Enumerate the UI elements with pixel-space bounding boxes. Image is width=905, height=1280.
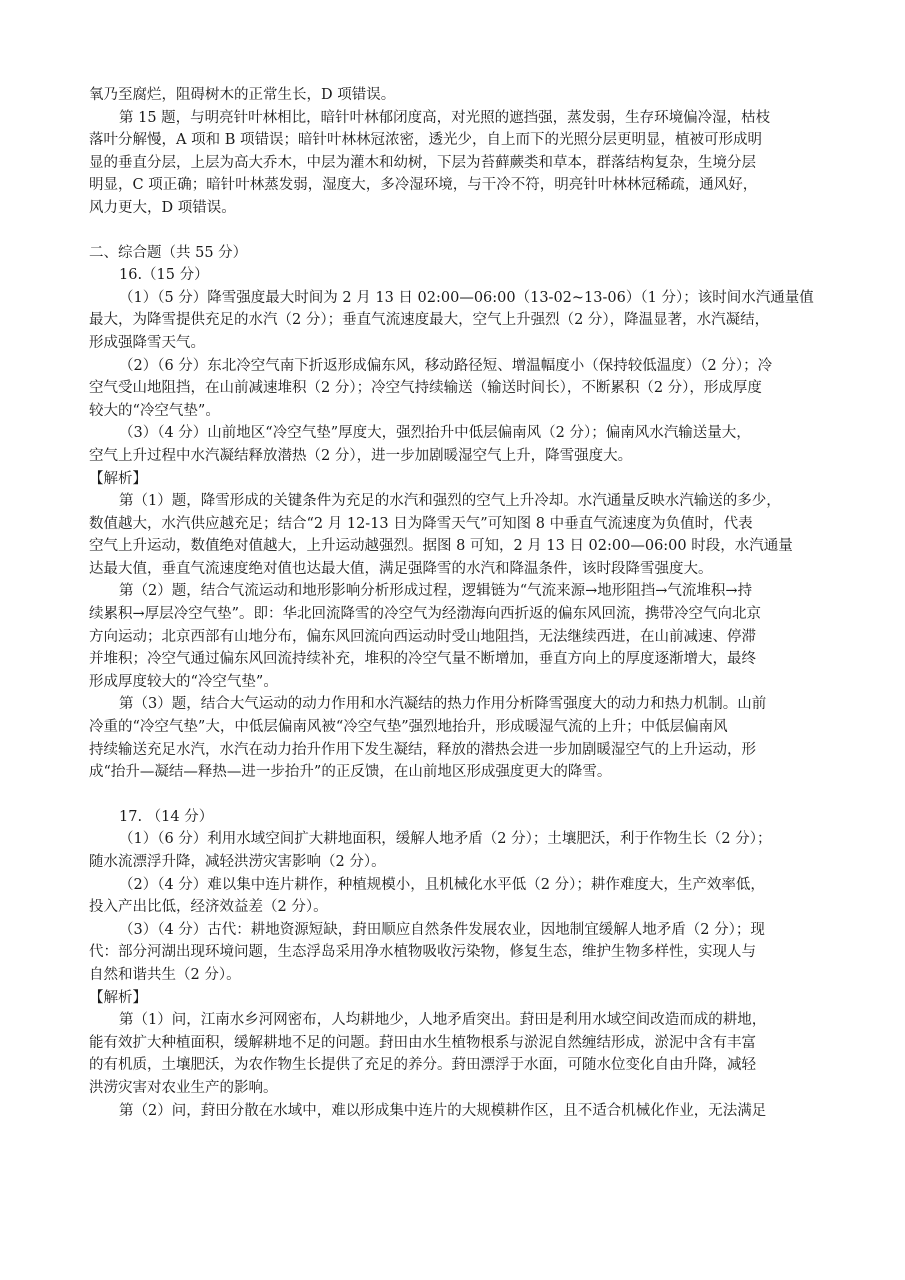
text-line: 16.（15 分） (119, 267, 209, 284)
text-line: 方向运动；北京西部有山地分布，偏东风回流向西运动时受山地阻挡，无法继续西进，在山前减速、停滞 (89, 628, 756, 645)
text-line: 第（2）问，葑田分散在水域中，难以形成集中连片的大规模耕作区，且不适合机械化作业，无法满足 (119, 1102, 767, 1119)
text-line: 较大的“冷空气垫”。 (89, 402, 220, 419)
text-block-q15-tail (89, 84, 817, 220)
text-line: 氧乃至腐烂，阻碍树木的正常生长，D 项错误。 (89, 87, 396, 103)
text-line: 二、综合题（共 55 分） (89, 244, 248, 261)
text-line: 最大，为降雪提供充足的水汽（2 分）；垂直气流速度最大，空气上升强烈（2 分），降温显著，水汽凝结， (89, 312, 770, 329)
text-line: 成“抬升—凝结—释热—进一步抬升”的正反馈，在山前地区形成强度更大的降雪。 (89, 764, 612, 781)
text-block-section-2 (89, 242, 817, 784)
text-line: 自然和谐共生（2 分）。 (89, 966, 241, 983)
text-line: 持续输送充足水汽，水汽在动力抬升作用下发生凝结，释放的潜热会进一步加剧暖湿空气的上升运动，形 (89, 741, 756, 758)
text-line: 达最大值，垂直气流速度绝对值也达最大值，满足强降雪的水汽和降温条件，该时段降雪强度大。 (89, 560, 713, 577)
text-line: 代：部分河湖出现环境问题，生态浮岛采用净水植物吸收污染物，修复生态，维护生物多样性，实现人与 (89, 944, 756, 961)
paragraph-gap (89, 220, 817, 242)
text-line: 空气受山地阻挡，在山前减速堆积（2 分）；冷空气持续输送（输送时间长），不断累积（2 分），形成厚度 (89, 380, 762, 397)
text-line: 第（2）题，结合气流运动和地形影响分析形成过程，逻辑链为“气流来源→地形阻挡→气流堆积→持 (119, 583, 753, 600)
text-line: （2）（4 分）难以集中连片耕作，种植规模小，且机械化水平低（2 分）；耕作难度大，生产效率低， (119, 876, 765, 893)
text-line: 随水流漂浮升降，减轻洪涝灾害影响（2 分）。 (89, 854, 386, 870)
text-line: 第（3）题，结合大气运动的动力作用和水汽凝结的热力作用分析降雪强度大的动力和热力机制。山前 (119, 696, 767, 713)
text-line: 续累积→厚层冷空气垫”。即：华北回流降雪的冷空气为经渤海向西折返的偏东风回流，携带冷空气向北京 (89, 606, 762, 623)
text-line: 显的垂直分层，上层为高大乔木，中层为灌木和幼树，下层为苔藓蕨类和草本，群落结构复杂，生境分层 (89, 154, 756, 171)
text-line: 第（1）问，江南水乡河网密布，人均耕地少，人地矛盾突出。葑田是利用水域空间改造而成的耕地， (119, 1012, 767, 1029)
text-line: 冷重的“冷空气垫”大，中低层偏南风被“冷空气垫”强烈地抬升，形成暖湿气流的上升；中低层偏南风 (89, 719, 728, 736)
text-line: 投入产出比低，经济效益差（2 分）。 (89, 899, 328, 916)
text-line: （3）（4 分）古代：耕地资源短缺，葑田顺应自然条件发展农业，因地制宜缓解人地矛盾（2 分）；现 (119, 921, 765, 938)
text-line: 落叶分解慢，A 项和 B 项错误；暗针叶林林冠浓密，透光少，自上而下的光照分层更明显，植被可形成明 (89, 132, 762, 149)
text-line: 洪涝灾害对农业生产的影响。 (89, 1079, 278, 1096)
text-line: 空气上升运动，数值绝对值越大，上升运动越强烈。据图 8 可知，2 月 13 日 02:00—06:00 时段，水汽通量 (89, 538, 793, 555)
text-line: 第 15 题，与明亮针叶林相比，暗针叶林郁闭度高，对光照的遮挡强，蒸发弱，生存环境偏冷湿，枯枝 (119, 109, 771, 126)
text-line: 第（1）题，降雪形成的关键条件为充足的水汽和强烈的空气上升冷却。水汽通量反映水汽输送的多少， (119, 493, 781, 510)
text-line: 明显，C 项正确；暗针叶林蒸发弱，湿度大，多冷湿环境，与干冷不符，明亮针叶林林冠稀疏，通风好， (89, 177, 758, 194)
paragraph-gap (89, 784, 817, 806)
text-line: 能有效扩大种植面积，缓解耕地不足的问题。葑田由水生植物根系与淤泥自然缠结形成，淤泥中含有丰富 (89, 1034, 756, 1051)
text-line: （1）（6 分）利用水域空间扩大耕地面积，缓解人地矛盾（2 分）；土壤肥沃，利于作物生长（2 分）； (119, 831, 772, 848)
document-page (89, 84, 817, 1122)
text-line: 空气上升过程中水汽凝结释放潜热（2 分），进一步加剧暖湿空气上升，降雪强度大。 (89, 447, 633, 464)
text-line: （1）（5 分）降雪强度最大时间为 2 月 13 日 02:00—06:00（13-02~13-06）（1 分）；该时间水汽通量值 (119, 289, 814, 306)
text-line: 【解析】 (89, 989, 147, 1006)
text-line: （3）（4 分）山前地区“冷空气垫”厚度大，强烈抬升中低层偏南风（2 分）；偏南风水汽输送量大， (119, 425, 751, 442)
text-line: 形成厚度较大的“冷空气垫”。 (89, 673, 278, 690)
text-line: 形成强降雪天气。 (89, 334, 205, 351)
text-block-q17 (89, 806, 817, 1122)
text-line: 并堆积；冷空气通过偏东风回流持续补充，堆积的冷空气量不断增加，垂直方向上的厚度逐渐增大，最终 (89, 651, 756, 668)
text-line: 的有机质，土壤肥沃，为农作物生长提供了充足的养分。葑田漂浮于水面，可随水位变化自由升降，减轻 (89, 1057, 756, 1074)
text-line: 17. （14 分） (119, 808, 214, 825)
text-line: 数值越大，水汽供应越充足；结合“2 月 12-13 日为降雪天气”可知图 8 中垂直气流速度为负值时，代表 (89, 515, 753, 532)
text-line: 风力更大，D 项错误。 (89, 199, 236, 216)
text-line: （2）（6 分）东北冷空气南下折返形成偏东风，移动路径短、增温幅度小（保持较低温度）（2 分）；冷 (119, 357, 773, 374)
text-line: 【解析】 (89, 470, 147, 487)
